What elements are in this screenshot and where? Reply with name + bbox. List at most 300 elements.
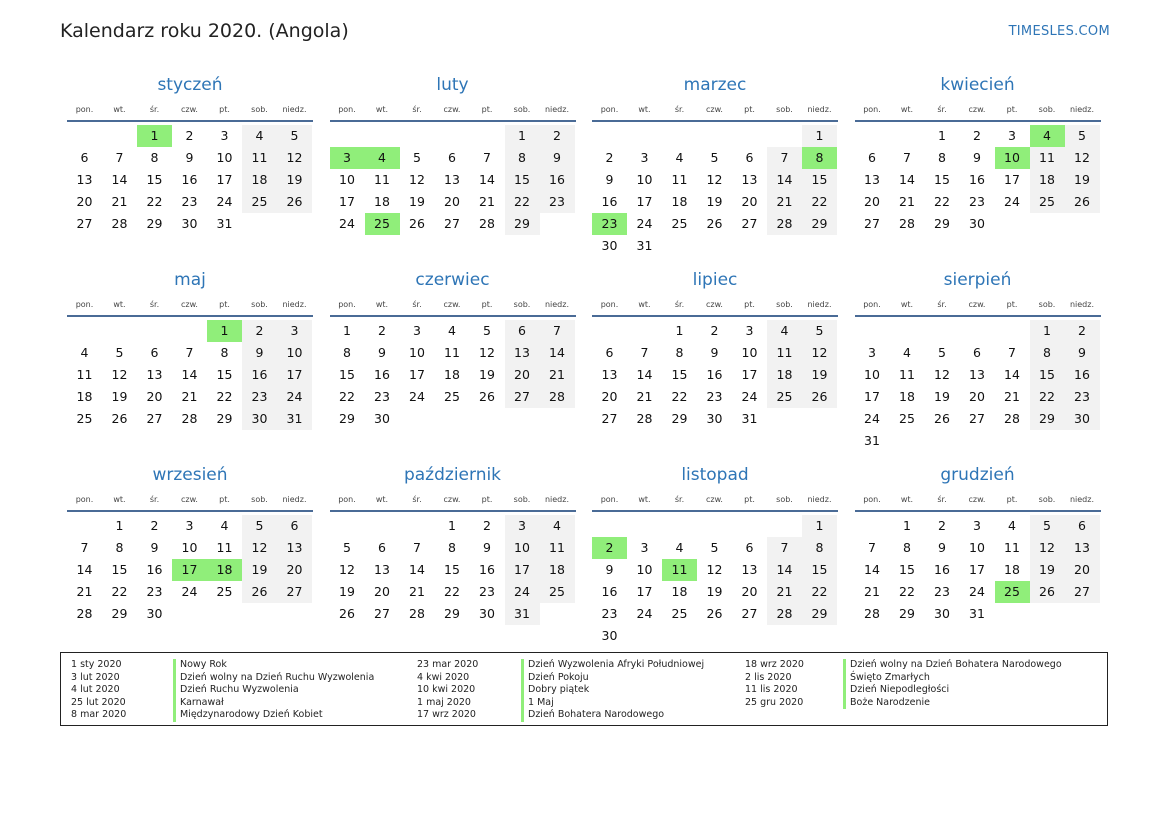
day-cell: 21 [409, 584, 425, 599]
day-cell: 26 [1030, 581, 1065, 603]
day-cell: 20 [277, 559, 312, 581]
empty-day [137, 320, 172, 342]
day-cell: 9 [242, 342, 277, 364]
day-cell: 1 [1030, 320, 1065, 342]
day-cell: 6 [80, 150, 89, 165]
day-cell: 20 [1065, 559, 1100, 581]
day-cell: 27 [1065, 581, 1100, 603]
days-grid [67, 320, 312, 430]
weekday-label: sob. [251, 495, 268, 504]
weekday-label: pon. [863, 495, 881, 504]
day-cell: 28 [767, 213, 802, 235]
day-cell: 14 [540, 342, 575, 364]
empty-day [330, 515, 365, 537]
weekday-header [592, 100, 838, 122]
day-cell: 6 [868, 150, 876, 165]
day-cell: 24 [216, 194, 233, 209]
weekday-label: czw. [968, 495, 986, 504]
holiday-day-cell: 10 [995, 147, 1030, 169]
day-cell: 16 [374, 367, 390, 382]
weekday-label: pt. [744, 300, 755, 309]
empty-day [172, 320, 207, 342]
day-cell: 8 [675, 345, 684, 360]
day-cell: 19 [706, 194, 723, 209]
day-cell: 16 [479, 562, 495, 577]
empty-day [470, 125, 505, 147]
weekday-label: sob. [776, 300, 793, 309]
day-cell: 15 [671, 367, 688, 382]
day-cell: 3 [745, 323, 754, 338]
month-name: kwiecień [940, 75, 1015, 95]
weekday-header [330, 100, 576, 122]
month-calendar [592, 70, 838, 257]
day-cell: 14 [76, 562, 93, 577]
day-cell: 21 [1004, 389, 1020, 404]
day-cell: 21 [181, 389, 198, 404]
month-calendar [855, 265, 1101, 452]
day-cell: 7 [413, 540, 421, 555]
day-cell: 15 [1030, 364, 1065, 386]
day-cell: 26 [242, 581, 277, 603]
day-cell: 7 [115, 150, 124, 165]
weekday-label: śr. [149, 300, 160, 309]
weekday-label: śr. [674, 300, 685, 309]
month-calendar [592, 265, 838, 430]
day-cell: 7 [540, 320, 575, 342]
empty-day [890, 320, 925, 342]
day-cell: 4 [448, 323, 456, 338]
holiday-legend [60, 652, 1108, 726]
empty-day [697, 515, 732, 537]
weekday-label: śr. [937, 105, 947, 114]
day-cell: 7 [1008, 345, 1016, 360]
day-cell: 30 [479, 606, 495, 621]
weekday-label: sob. [251, 300, 268, 309]
day-cell: 12 [1030, 537, 1065, 559]
empty-day [400, 515, 435, 537]
day-cell: 3 [185, 518, 194, 533]
weekday-label: czw. [443, 495, 461, 504]
weekday-label: wt. [375, 300, 389, 309]
legend-date: 4 lut 2020 [71, 684, 120, 695]
day-cell: 13 [1065, 537, 1100, 559]
day-cell: 13 [969, 367, 985, 382]
weekday-label: niedz. [282, 105, 307, 114]
day-cell: 5 [1065, 125, 1100, 147]
day-cell: 21 [864, 584, 880, 599]
day-cell: 28 [76, 606, 93, 621]
holiday-day-cell: 23 [592, 213, 627, 235]
day-cell: 27 [505, 386, 540, 408]
legend-holiday-name: Międzynarodowy Dzień Kobiet [173, 709, 374, 722]
weekday-label: pt. [1006, 300, 1018, 309]
days-grid [67, 515, 312, 625]
empty-day [102, 125, 137, 147]
legend-holiday-name: Nowy Rok [173, 659, 374, 672]
brand-link[interactable]: TIMESLES.COM [1008, 24, 1110, 39]
weekday-label: sob. [1038, 495, 1056, 504]
empty-day [67, 125, 102, 147]
empty-day [960, 320, 995, 342]
holiday-day-cell: 3 [330, 147, 365, 169]
day-cell: 17 [636, 584, 653, 599]
day-cell: 19 [242, 559, 277, 581]
legend-holiday-name: Dzień Pokoju [521, 672, 704, 685]
day-cell: 8 [220, 345, 229, 360]
day-cell: 27 [444, 216, 460, 231]
legend-holiday-name: Dzień wolny na Dzień Bohatera Narodowego [843, 659, 1062, 672]
day-cell: 24 [409, 389, 425, 404]
day-cell: 7 [903, 150, 911, 165]
weekday-label: sob. [776, 495, 793, 504]
day-cell: 16 [934, 562, 950, 577]
day-cell: 19 [934, 389, 950, 404]
day-cell: 12 [111, 367, 128, 382]
day-cell: 9 [1065, 342, 1100, 364]
day-cell: 12 [934, 367, 950, 382]
day-cell: 7 [483, 150, 491, 165]
day-cell: 6 [150, 345, 159, 360]
month-calendar [855, 460, 1101, 625]
day-cell: 27 [741, 606, 758, 621]
day-cell: 3 [868, 345, 876, 360]
day-cell: 30 [374, 411, 390, 426]
day-cell: 14 [767, 559, 802, 581]
day-cell: 5 [277, 125, 312, 147]
holiday-day-cell: 25 [995, 581, 1030, 603]
weekday-label: czw. [443, 300, 461, 309]
day-cell: 4 [540, 515, 575, 537]
day-cell: 6 [448, 150, 456, 165]
weekday-label: pon. [863, 300, 881, 309]
empty-day [330, 125, 365, 147]
day-cell: 16 [540, 169, 575, 191]
day-cell: 12 [242, 537, 277, 559]
empty-day [890, 125, 925, 147]
weekday-label: wt. [113, 300, 126, 309]
day-cell: 13 [505, 342, 540, 364]
day-cell: 15 [934, 172, 950, 187]
day-cell: 20 [601, 389, 618, 404]
weekday-label: sob. [1038, 105, 1056, 114]
day-cell: 30 [601, 628, 618, 643]
day-cell: 20 [76, 194, 93, 209]
day-cell: 18 [242, 169, 277, 191]
weekday-label: niedz. [1069, 105, 1095, 114]
legend-holiday-name: Święto Zmarłych [843, 672, 1062, 685]
day-cell: 15 [111, 562, 128, 577]
day-cell: 18 [671, 194, 688, 209]
day-cell: 16 [1065, 364, 1100, 386]
day-cell: 17 [339, 194, 355, 209]
day-cell: 26 [479, 389, 495, 404]
day-cell: 2 [710, 323, 719, 338]
weekday-label: czw. [706, 495, 723, 504]
day-cell: 29 [339, 411, 355, 426]
weekday-label: śr. [937, 300, 947, 309]
weekday-header [855, 490, 1101, 512]
legend-date: 8 mar 2020 [71, 709, 127, 720]
weekday-label: śr. [412, 300, 422, 309]
day-cell: 31 [277, 408, 312, 430]
day-cell: 28 [479, 216, 495, 231]
day-cell: 11 [671, 172, 688, 187]
day-cell: 9 [185, 150, 194, 165]
legend-names-column [521, 659, 704, 722]
day-cell: 6 [1065, 515, 1100, 537]
weekday-label: sob. [513, 105, 531, 114]
day-cell: 10 [864, 367, 880, 382]
legend-holiday-name: Dzień Wyzwolenia Afryki Południowej [521, 659, 704, 672]
day-cell: 15 [802, 559, 837, 581]
day-cell: 30 [1065, 408, 1100, 430]
days-grid [592, 320, 837, 430]
empty-day [67, 515, 102, 537]
holiday-day-cell: 4 [365, 147, 400, 169]
day-cell: 19 [706, 584, 723, 599]
day-cell: 26 [934, 411, 950, 426]
weekday-label: niedz. [282, 300, 307, 309]
weekday-label: pt. [744, 495, 755, 504]
holiday-day-cell: 1 [137, 125, 172, 147]
day-cell: 19 [802, 364, 837, 386]
day-cell: 23 [1065, 386, 1100, 408]
day-cell: 10 [505, 537, 540, 559]
day-cell: 8 [505, 147, 540, 169]
legend-date: 18 wrz 2020 [745, 659, 804, 670]
day-cell: 28 [111, 216, 128, 231]
weekday-label: czw. [181, 105, 198, 114]
day-cell: 26 [802, 386, 837, 408]
day-cell: 26 [339, 606, 355, 621]
weekday-label: wt. [375, 105, 389, 114]
day-cell: 24 [181, 584, 198, 599]
holiday-day-cell: 2 [592, 537, 627, 559]
weekday-header [67, 295, 313, 317]
day-cell: 4 [903, 345, 911, 360]
day-cell: 22 [444, 584, 460, 599]
weekday-label: czw. [181, 495, 198, 504]
weekday-label: pt. [744, 105, 755, 114]
month-calendar [330, 265, 576, 430]
month-calendar [67, 460, 313, 625]
legend-holiday-name: Dzień Ruchu Wyzwolenia [173, 684, 374, 697]
day-cell: 22 [671, 389, 688, 404]
empty-day [855, 320, 890, 342]
day-cell: 11 [374, 172, 390, 187]
day-cell: 11 [242, 147, 277, 169]
day-cell: 21 [767, 581, 802, 603]
day-cell: 23 [601, 606, 618, 621]
weekday-label: pon. [75, 105, 94, 114]
day-cell: 13 [864, 172, 880, 187]
weekday-label: wt. [375, 495, 389, 504]
day-cell: 19 [277, 169, 312, 191]
day-cell: 18 [374, 194, 390, 209]
day-cell: 31 [969, 606, 985, 621]
day-cell: 2 [540, 125, 575, 147]
day-cell: 1 [938, 128, 946, 143]
legend-holiday-name: Dzień wolny na Dzień Ruchu Wyzwolenia [173, 672, 374, 685]
day-cell: 7 [185, 345, 194, 360]
legend-date: 25 lut 2020 [71, 696, 126, 708]
month-calendar [330, 460, 576, 625]
month-name: październik [403, 465, 502, 485]
day-cell: 21 [479, 194, 495, 209]
day-cell: 23 [374, 389, 390, 404]
weekday-label: śr. [149, 495, 160, 504]
day-cell: 18 [444, 367, 460, 382]
day-cell: 4 [80, 345, 89, 360]
day-cell: 27 [969, 411, 985, 426]
weekday-label: śr. [674, 105, 685, 114]
empty-day [627, 320, 662, 342]
month-name: lipiec [692, 270, 738, 290]
day-cell: 19 [409, 194, 425, 209]
day-cell: 23 [479, 584, 495, 599]
day-cell: 24 [1004, 194, 1020, 209]
day-cell: 2 [242, 320, 277, 342]
day-cell: 20 [741, 584, 758, 599]
day-cell: 2 [483, 518, 491, 533]
day-cell: 15 [444, 562, 460, 577]
day-cell: 23 [706, 389, 723, 404]
day-cell: 31 [505, 603, 540, 625]
day-cell: 11 [216, 540, 233, 555]
day-cell: 22 [934, 194, 950, 209]
day-cell: 8 [448, 540, 456, 555]
day-cell: 26 [409, 216, 425, 231]
weekday-label: pt. [481, 105, 493, 114]
day-cell: 4 [675, 150, 684, 165]
empty-day [365, 515, 400, 537]
month-name: grudzień [940, 465, 1015, 485]
month-name: maj [174, 270, 206, 290]
legend-holiday-name: Dobry piątek [521, 684, 704, 697]
empty-day [627, 125, 662, 147]
day-cell: 28 [540, 386, 575, 408]
day-cell: 29 [899, 606, 915, 621]
month-name: luty [436, 75, 469, 95]
day-cell: 20 [741, 194, 758, 209]
day-cell: 22 [899, 584, 915, 599]
month-name: listopad [681, 465, 749, 485]
day-cell: 27 [601, 411, 618, 426]
empty-day [592, 515, 627, 537]
day-cell: 18 [671, 584, 688, 599]
day-cell: 26 [111, 411, 128, 426]
day-cell: 12 [706, 172, 723, 187]
days-grid [330, 125, 575, 235]
day-cell: 13 [374, 562, 390, 577]
day-cell: 25 [540, 581, 575, 603]
day-cell: 6 [745, 540, 754, 555]
empty-day [662, 125, 697, 147]
day-cell: 5 [413, 150, 421, 165]
day-cell: 21 [540, 364, 575, 386]
weekday-label: pt. [1006, 105, 1018, 114]
day-cell: 28 [1004, 411, 1020, 426]
day-cell: 2 [378, 323, 386, 338]
day-cell: 1 [675, 323, 684, 338]
day-cell: 25 [1030, 191, 1065, 213]
day-cell: 10 [216, 150, 233, 165]
day-cell: 25 [242, 191, 277, 213]
day-cell: 17 [741, 367, 758, 382]
day-cell: 29 [216, 411, 233, 426]
day-cell: 29 [111, 606, 128, 621]
empty-day [767, 515, 802, 537]
day-cell: 6 [745, 150, 754, 165]
legend-dates-column [417, 659, 478, 722]
day-cell: 28 [409, 606, 425, 621]
day-cell: 28 [767, 603, 802, 625]
day-cell: 17 [1004, 172, 1020, 187]
empty-day [662, 515, 697, 537]
day-cell: 25 [671, 216, 688, 231]
weekday-label: sob. [513, 300, 531, 309]
weekday-label: pon. [75, 495, 94, 504]
day-cell: 29 [934, 216, 950, 231]
day-cell: 5 [802, 320, 837, 342]
day-cell: 25 [671, 606, 688, 621]
legend-date: 10 kwi 2020 [417, 684, 476, 695]
day-cell: 28 [899, 216, 915, 231]
day-cell: 3 [1008, 128, 1016, 143]
day-cell: 24 [741, 389, 758, 404]
day-cell: 14 [479, 172, 495, 187]
day-cell: 24 [339, 216, 355, 231]
day-cell: 10 [339, 172, 355, 187]
day-cell: 18 [76, 389, 93, 404]
day-cell: 10 [636, 172, 653, 187]
day-cell: 10 [181, 540, 198, 555]
day-cell: 21 [111, 194, 128, 209]
day-cell: 5 [483, 323, 491, 338]
day-cell: 15 [339, 367, 355, 382]
weekday-label: pt. [219, 300, 230, 309]
days-grid [330, 320, 575, 430]
day-cell: 5 [938, 345, 946, 360]
day-cell: 27 [277, 581, 312, 603]
day-cell: 9 [540, 147, 575, 169]
days-grid [855, 125, 1100, 235]
day-cell: 4 [220, 518, 229, 533]
day-cell: 27 [741, 216, 758, 231]
day-cell: 8 [115, 540, 124, 555]
day-cell: 29 [802, 213, 837, 235]
day-cell: 31 [741, 411, 758, 426]
day-cell: 23 [934, 584, 950, 599]
day-cell: 30 [181, 216, 198, 231]
day-cell: 27 [864, 216, 880, 231]
day-cell: 17 [277, 364, 312, 386]
day-cell: 11 [767, 342, 802, 364]
weekday-label: pt. [219, 495, 230, 504]
day-cell: 16 [601, 194, 618, 209]
day-cell: 26 [706, 606, 723, 621]
month-calendar [67, 70, 313, 235]
day-cell: 18 [540, 559, 575, 581]
day-cell: 9 [378, 345, 386, 360]
day-cell: 12 [277, 147, 312, 169]
day-cell: 2 [185, 128, 194, 143]
day-cell: 20 [146, 389, 163, 404]
weekday-label: niedz. [1069, 300, 1095, 309]
day-cell: 29 [802, 603, 837, 625]
day-cell: 16 [242, 364, 277, 386]
day-cell: 26 [706, 216, 723, 231]
